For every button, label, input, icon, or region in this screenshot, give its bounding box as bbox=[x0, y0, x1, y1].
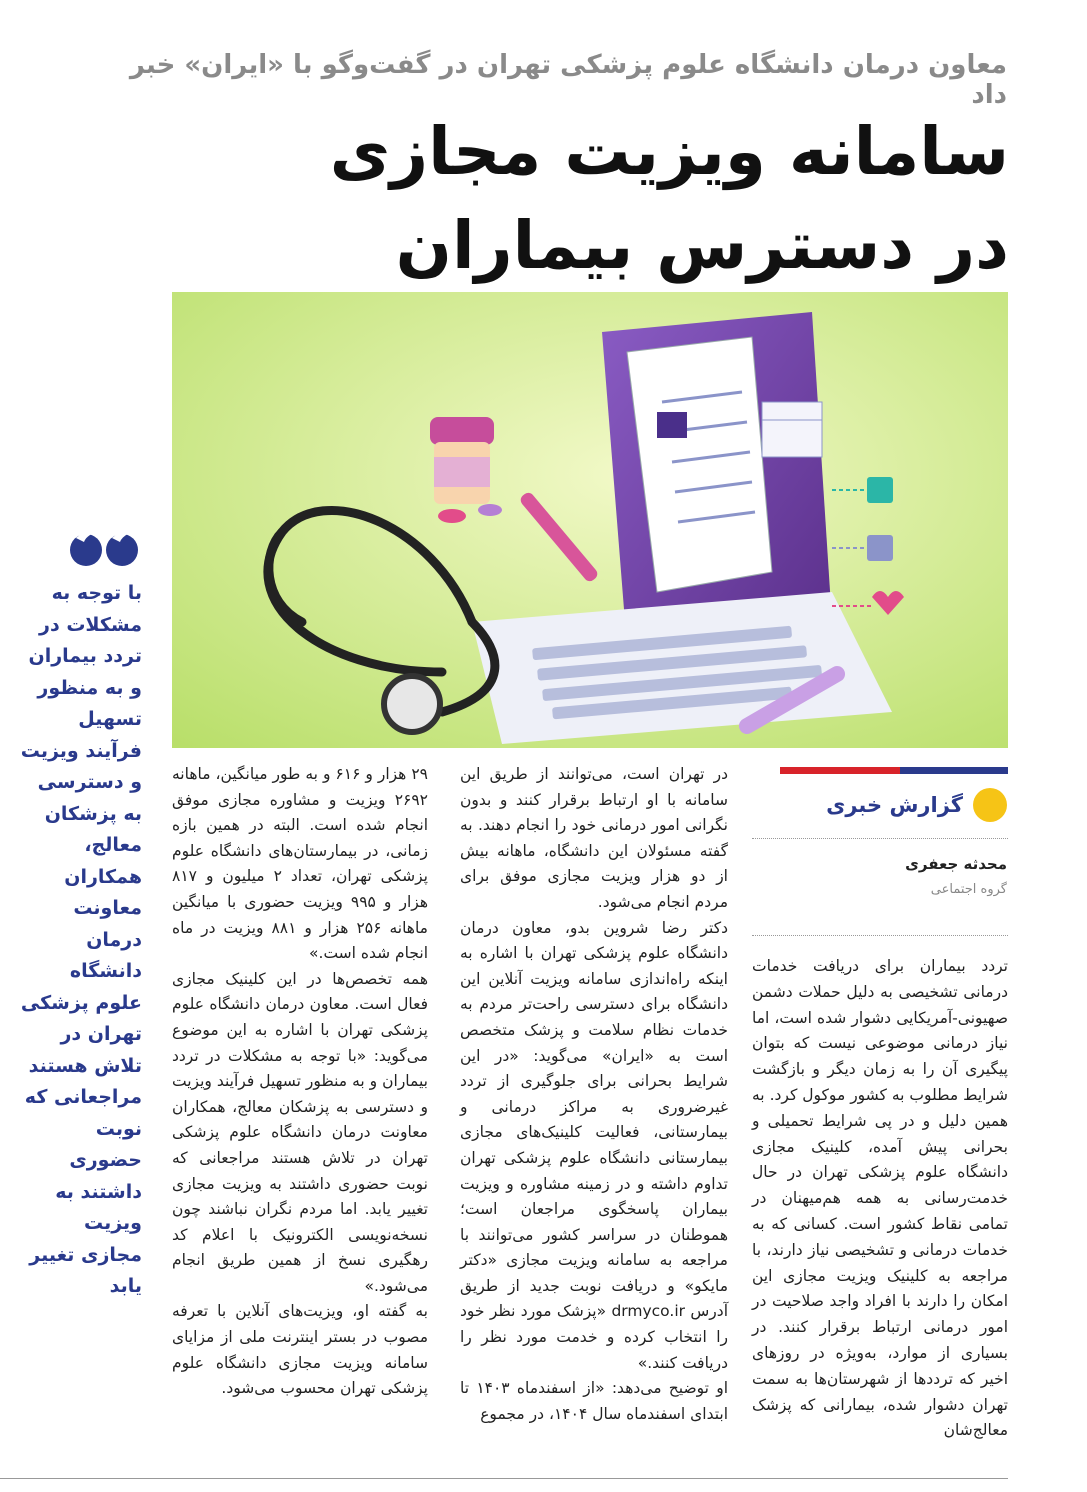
headline-line-2: در دسترس بیماران bbox=[395, 207, 1009, 284]
rubric-label: گزارش خبری bbox=[826, 793, 963, 817]
divider bbox=[752, 838, 1008, 839]
calendar-icon bbox=[762, 402, 822, 457]
paragraph: به گفته او، ویزیت‌های آنلاین با تعرفه مصوب در بستر اینترنت ملی از مزایای سامانه ویزیت مجازی دانشگاه علوم پزشکی تهران محسوب می‌شود. bbox=[172, 1302, 428, 1398]
rubric-dot-icon bbox=[973, 788, 1007, 822]
author-name: محدثه جعفری bbox=[905, 855, 1007, 873]
headline-line-1: سامانه ویزیت مجازی bbox=[329, 113, 1009, 190]
rubric-stripe-red bbox=[780, 767, 900, 774]
article-column-middle bbox=[460, 762, 728, 1427]
paragraph: در تهران است، می‌توانند از طریق این سامانه با او ارتباط برقرار کنند و بدون نگرانی امور درمانی خود را انجام دهند. به گفته مسئولان این دانشگاه، ماهانه بیش از دو هزار ویزیت مجازی موفق برای مردم انجام می‌شود. bbox=[460, 765, 728, 911]
divider bbox=[752, 935, 1008, 936]
pullquote: با توجه به مشکلات در تردد بیماران و به منظور تسهیل فرآیند ویزیت و دسترسی به پزشکان معالج، همکاران معاونت درمان دانشگاه علوم پزشکی تهران در تلاش هستند مراجعانی که نوبت حضوری داشتند به ویزیت مجازی تغییر یابد bbox=[20, 582, 142, 1297]
author-group: گروه اجتماعی bbox=[930, 882, 1007, 897]
paragraph: او توضیح می‌دهد: «از اسفندماه ۱۴۰۳ تا ابتدای اسفندماه سال ۱۴۰۴، در مجموع bbox=[460, 1379, 729, 1423]
rubric bbox=[826, 788, 1007, 822]
page-bottom-rule bbox=[0, 1478, 1008, 1479]
kicker: معاون درمان دانشگاه علوم پزشکی تهران در گفت‌وگو با «ایران» خبر داد bbox=[129, 50, 1007, 110]
quote-icon bbox=[64, 528, 144, 568]
headline bbox=[79, 105, 1009, 293]
article-column-right bbox=[752, 954, 1008, 1444]
chart-icon bbox=[867, 477, 893, 503]
paragraph: تردد بیماران برای دریافت خدمات درمانی تشخیصی به دلیل حملات دشمن صهیونی-آمریکایی دشوار شده است، اما نیاز درمانی موضوعی نیست که بتوان پیگیری آن را به زمان دیگر و بازگشت شرایط مطلوب به کشور موکول کرد. به همین دلیل و در پی شرایط تحمیلی و بحرانی پیش آمده، کلینیک مجازی دانشگاه علوم پزشکی تهران در حال خدمت‌رسانی به همه هم‌میهنان در تمامی نقاط کشور است. کسانی که به خدمات درمانی و تشخیصی نیاز دارند، با مراجعه به کلینیک ویزیت مجازی این امکان را دارند با افراد واجد صلاحیت در امور درمانی ارتباط برقرار کنند. در بسیاری از موارد، به‌ویژه در روزهای اخیر که ترددها از شهرستان‌ها به سمت تهران دشوار شده، بیمارانی که پزشک معالج‌شان bbox=[752, 957, 1008, 1440]
paragraph: دکتر رضا شروین بدو، معاون درمان دانشگاه علوم پزشکی تهران با اشاره به اینکه راه‌اندازی سامانه ویزیت آنلاین این دانشگاه برای دسترسی راحت‌تر مردم به خدمات نظام سلامت و پزشک متخصص است به «ایران» می‌گوید: «در این شرایط بحرانی برای جلوگیری از تردد غیرضروری به مراکز درمانی و بیمارستانی، فعالیت کلینیک‌های مجازی بیمارستانی دانشگاه علوم پزشکی تهران تداوم داشته و در زمینه مشاوره و ویزیت بیماران پاسخگوی مراجعان است؛ هموطنان در سراسر کشور می‌توانند با مراجعه به سامانه ویزیت مجازی «دکتر مایکو» و دریافت نوبت جدید از طریق آدرس drmyco.ir «پزشک مورد نظر خود را انتخاب کرده و خدمت مورد نظر را دریافت کنند.» bbox=[460, 918, 728, 1372]
article-column-left bbox=[172, 762, 428, 1402]
paragraph: ۲۹ هزار و ۶۱۶ و به طور میانگین، ماهانه ۲۶۹۲ ویزیت و مشاوره مجازی موفق انجام شده است. البته در همین بازه زمانی، در بیمارستان‌های دانشگاه علوم پزشکی تهران، تعداد ۲ میلیون و ۸۱۷ هزار و ۹۹۵ ویزیت حضوری با میانگین ماهانه ۲۵۶ هزار و ۸۸۱ ویزیت در ماه انجام شده است.» bbox=[172, 765, 428, 963]
article-illustration bbox=[172, 292, 1008, 748]
hospital-icon bbox=[867, 535, 893, 561]
paragraph: همه تخصص‌ها در این کلینیک مجازی فعال است. معاون درمان دانشگاه علوم پزشکی تهران با اشاره به این موضوع می‌گوید: «با توجه به مشکلات در تردد بیماران و به منظور تسهیل فرآیند ویزیت و دسترسی به پزشکان معالج، همکاران معاونت درمان دانشگاه علوم پزشکی تهران در تلاش هستند مراجعانی که نوبت حضوری داشتند به ویزیت مجازی تغییر یابد. اما مردم نگران نباشند چون نسخه‌نویسی الکترونیک با اعلام کد رهگیری نسخ از همین طریق انجام می‌شود.» bbox=[172, 969, 428, 1295]
